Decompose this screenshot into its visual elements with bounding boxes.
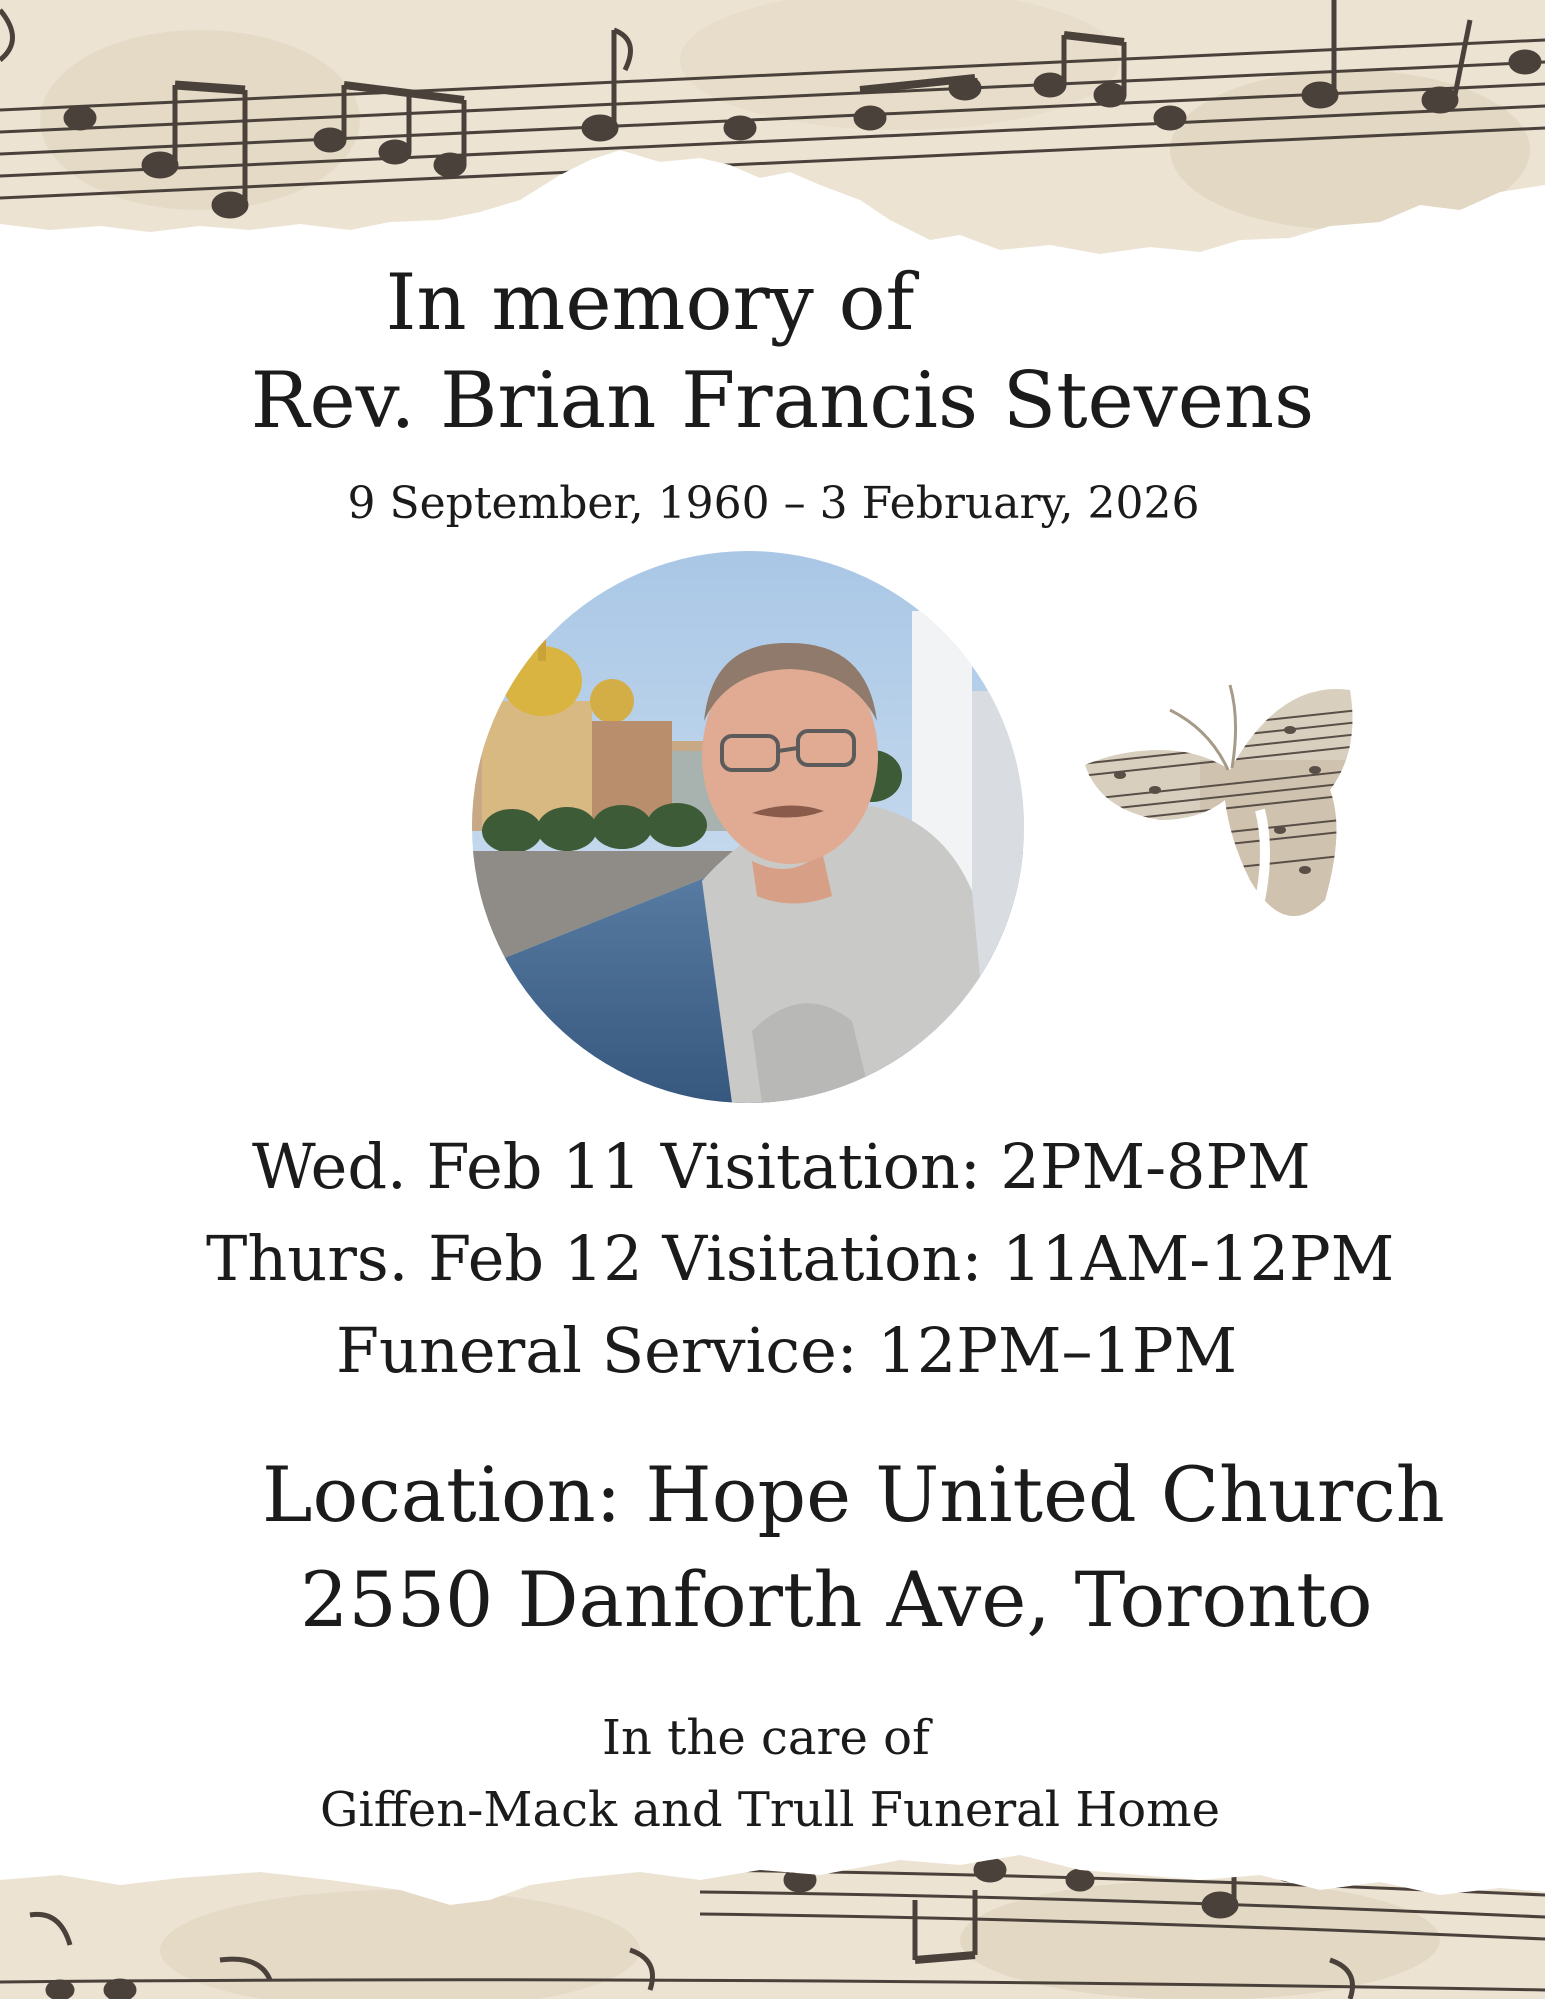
schedule-item: Thurs. Feb 12 Visitation: 11AM-12PM bbox=[206, 1222, 1395, 1295]
location-name: Location: Hope United Church bbox=[262, 1450, 1445, 1539]
sheet-music-butterfly-icon bbox=[1080, 670, 1360, 940]
sheet-music-band-top bbox=[0, 0, 1545, 270]
sheet-music-band-bottom bbox=[0, 1850, 1545, 1999]
location-address: 2550 Danforth Ave, Toronto bbox=[300, 1555, 1373, 1644]
portrait-photo-icon bbox=[472, 551, 1024, 1103]
schedule-item: Wed. Feb 11 Visitation: 2PM-8PM bbox=[252, 1130, 1311, 1203]
care-label: In the care of bbox=[602, 1710, 930, 1766]
heading-name: Rev. Brian Francis Stevens bbox=[250, 356, 1315, 446]
schedule-item: Funeral Service: 12PM–1PM bbox=[336, 1314, 1238, 1387]
life-dates: 9 September, 1960 – 3 February, 2026 bbox=[347, 478, 1200, 529]
heading-line-1: In memory of bbox=[385, 258, 915, 348]
funeral-home-name: Giffen-Mack and Trull Funeral Home bbox=[320, 1782, 1221, 1838]
